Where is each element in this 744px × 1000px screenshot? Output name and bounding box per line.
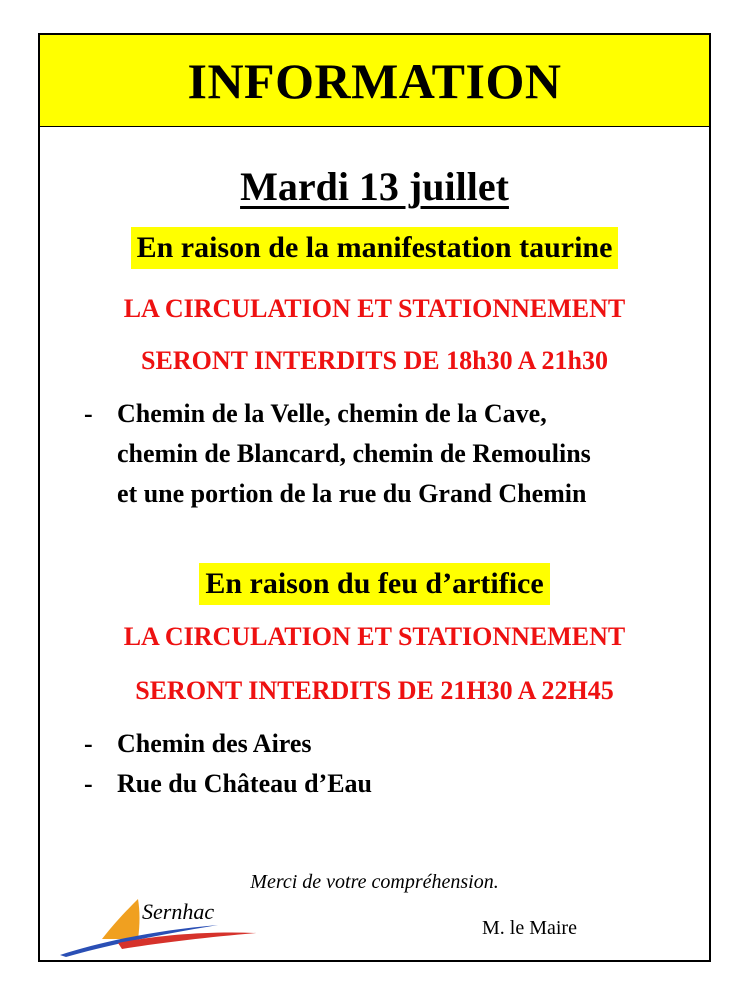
bullet-dash: - bbox=[84, 399, 93, 428]
sernhac-logo bbox=[58, 895, 258, 957]
section2-street-list bbox=[84, 724, 699, 804]
bullet-dash: - bbox=[84, 729, 93, 758]
section2-warning-line2: SERONT INTERDITS DE 21H30 A 22H45 bbox=[135, 676, 614, 705]
street-line: chemin de Blancard, chemin de Remoulins bbox=[117, 439, 591, 468]
event-date-text: Mardi 13 juillet bbox=[240, 164, 509, 209]
section1-street-list bbox=[84, 394, 699, 514]
section1-heading bbox=[40, 233, 709, 263]
list-item bbox=[84, 394, 699, 514]
list-item bbox=[84, 724, 699, 764]
header-banner bbox=[40, 35, 709, 127]
section2-heading bbox=[40, 569, 709, 599]
signature: M. le Maire bbox=[482, 917, 577, 939]
event-date bbox=[40, 164, 709, 209]
street-line: Chemin des Aires bbox=[117, 729, 312, 758]
notice-frame bbox=[38, 33, 711, 962]
street-line: et une portion de la rue du Grand Chemin bbox=[117, 479, 587, 508]
logo-orange-swoosh bbox=[102, 899, 140, 939]
section1-heading-text: En raison de la manifestation taurine bbox=[131, 227, 619, 269]
list-item bbox=[84, 764, 699, 804]
section2-heading-text: En raison du feu d’artifice bbox=[199, 563, 549, 605]
street-line: Rue du Château d’Eau bbox=[117, 769, 373, 798]
section1-warning-line2: SERONT INTERDITS DE 18h30 A 21h30 bbox=[141, 346, 608, 375]
street-line: Chemin de la Velle, chemin de la Cave, bbox=[117, 399, 547, 428]
bullet-dash: - bbox=[84, 769, 93, 798]
section1-warning-line1: LA CIRCULATION ET STATIONNEMENT bbox=[123, 294, 626, 323]
section2-warning-line1: LA CIRCULATION ET STATIONNEMENT bbox=[123, 622, 626, 651]
banner-title: INFORMATION bbox=[187, 52, 562, 109]
thanks-message: Merci de votre compréhension. bbox=[250, 871, 499, 893]
logo-wordmark: Sernhac bbox=[142, 899, 215, 924]
logo-red-swoosh bbox=[118, 932, 256, 949]
